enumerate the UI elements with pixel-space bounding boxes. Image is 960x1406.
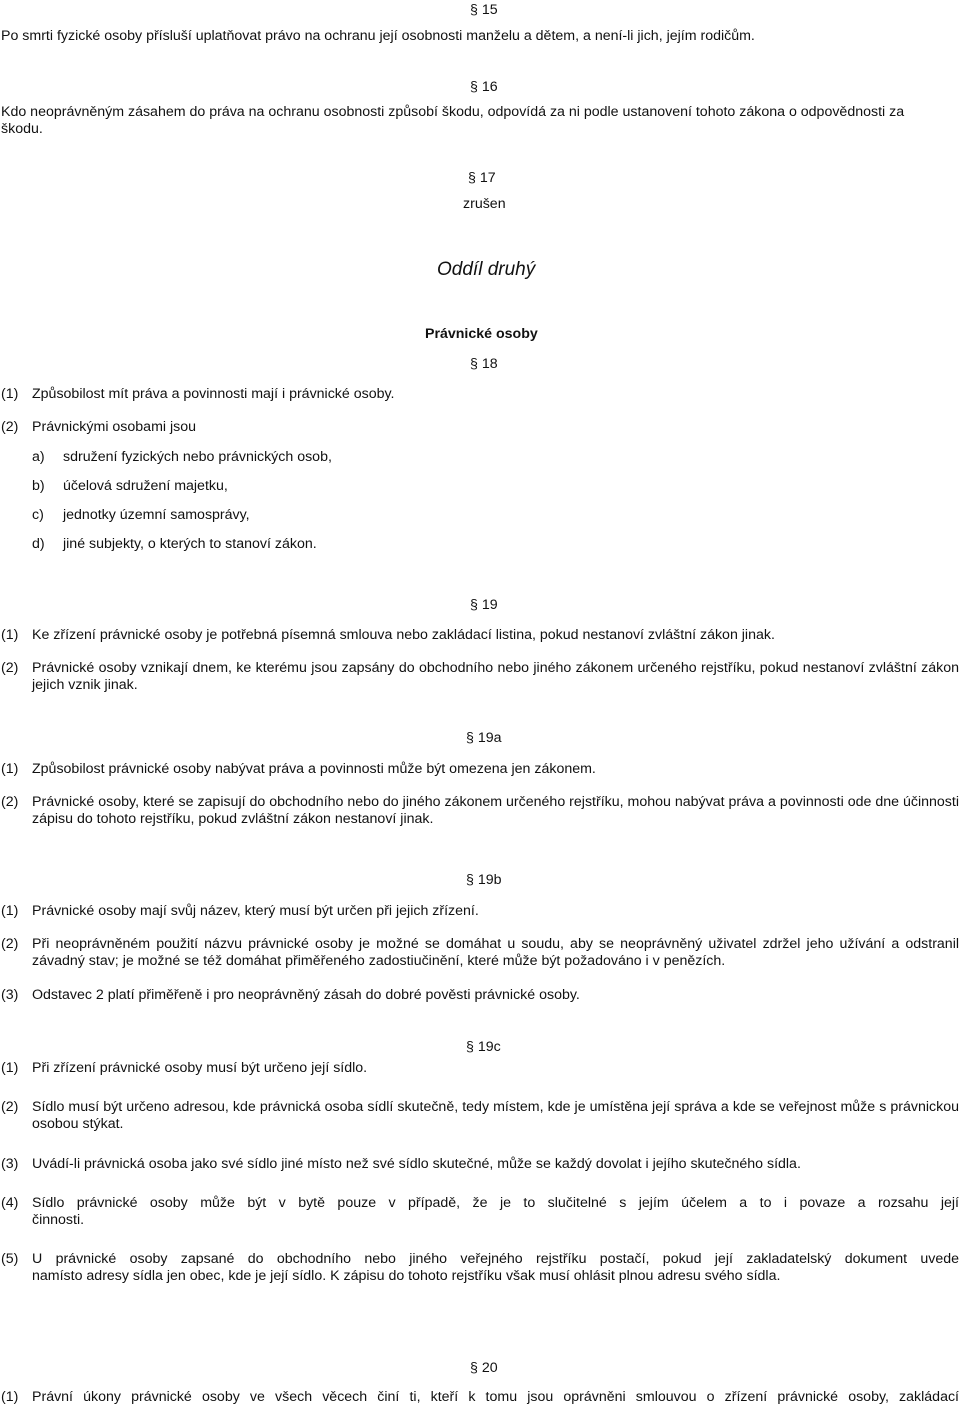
part-title: Oddíl druhý	[437, 259, 536, 280]
s19b-p1-text: Právnické osoby mají svůj název, který musí být určen při jejich zřízení.	[32, 903, 479, 919]
s18-p2-text: Právnickými osobami jsou	[32, 419, 197, 435]
s19b-p2-num: (2)	[1, 936, 19, 952]
s18-item-b-text: účelová sdružení majetku,	[63, 478, 228, 494]
section-19c-heading: § 19c	[466, 1039, 501, 1055]
s19c-p5-line1: U právnické osoby zapsané do obchodního nebo jiného veřejného rejstříku postačí, pokud její zakladatelský dokument uvede	[32, 1251, 959, 1267]
s19a-p1-num: (1)	[1, 761, 19, 777]
s19c-p2-num: (2)	[1, 1099, 19, 1115]
section-17-status: zrušen	[463, 196, 506, 212]
section-17-heading: § 17	[468, 170, 496, 186]
section-20-heading: § 20	[470, 1360, 498, 1376]
s19c-p4-line2: činnosti.	[32, 1212, 85, 1228]
s18-item-b-letter: b)	[32, 478, 45, 494]
s18-item-d-letter: d)	[32, 536, 45, 552]
section-15-text: Po smrti fyzické osoby přísluší uplatňovat právo na ochranu její osobnosti manželu a dětem, a není-li jich, jejím rodičům.	[1, 28, 755, 44]
section-18-heading: § 18	[470, 356, 498, 372]
s18-p2-num: (2)	[1, 419, 19, 435]
s19-p2-text: Právnické osoby vznikají dnem, ke kterému jsou zapsány do obchodního nebo jiného zákonem určeného rejstříku, pokud nestanoví zvláštní zákon jejich vznik jinak.	[32, 660, 959, 693]
s19c-p3-num: (3)	[1, 1156, 19, 1172]
s18-p1-num: (1)	[1, 386, 19, 402]
s19c-p1-text: Při zřízení právnické osoby musí být určeno její sídlo.	[32, 1060, 368, 1076]
s18-item-d-text: jiné subjekty, o kterých to stanoví zákon.	[63, 536, 317, 552]
s19c-p5-line2: namísto adresy sídla jen obec, kde je její sídlo. K zápisu do tohoto rejstříku však musí ohlásit plnou adresu svého sídla.	[32, 1268, 781, 1284]
s19c-p1-num: (1)	[1, 1060, 19, 1076]
s20-p1-num: (1)	[1, 1389, 19, 1405]
part-subtitle: Právnické osoby	[425, 326, 538, 342]
s19c-p4-num: (4)	[1, 1195, 19, 1211]
s19a-p2-num: (2)	[1, 794, 19, 810]
s18-p1-text: Způsobilost mít práva a povinnosti mají i právnické osoby.	[32, 386, 395, 402]
s19c-p3-text: Uvádí-li právnická osoba jako své sídlo jiné místo než své sídlo skutečné, může se každý dovolat i jejího skutečného sídla.	[32, 1156, 801, 1172]
s19a-p1-text: Způsobilost právnické osoby nabývat práva a povinnosti může být omezena jen zákonem.	[32, 761, 596, 777]
s19c-p2-text: Sídlo musí být určeno adresou, kde právnická osoba sídlí skutečně, tedy místem, kde je umístěna její správa a kde se veřejnost může s právnickou osobou stýkat.	[32, 1099, 959, 1132]
s19b-p2-text: Při neoprávněném použití názvu právnické osoby je možné se domáhat u soudu, aby se neoprávněný uživatel zdržel jeho užívání a odstranil závadný stav; je možné se též domáhat přiměřeného zadostiučinění, které může být požadováno i v penězích.	[32, 936, 959, 969]
s19a-p2-text: Právnické osoby, které se zapisují do obchodního nebo do jiného zákonem určeného rejstříku, mohou nabývat práva a povinnosti ode dne účinnosti zápisu do tohoto rejstříku, pokud zvláštní zákon nestanoví jinak.	[32, 794, 959, 827]
section-15-heading: § 15	[470, 2, 498, 18]
s19-p2-num: (2)	[1, 660, 19, 676]
s19b-p3-text: Odstavec 2 platí přiměřeně i pro neoprávněný zásah do dobré pověsti právnické osoby.	[32, 987, 580, 1003]
section-19b-heading: § 19b	[466, 872, 502, 888]
s19c-p4-line1: Sídlo právnické osoby může být v bytě pouze v případě, že je to slučitelné s jejím účelem a to i povaze a rozsahu její	[32, 1195, 959, 1211]
s19b-p1-num: (1)	[1, 903, 19, 919]
s18-item-c-text: jednotky územní samosprávy,	[63, 507, 250, 523]
s19-p1-num: (1)	[1, 627, 19, 643]
s18-item-a-text: sdružení fyzických nebo právnických osob,	[63, 449, 332, 465]
s20-p1-text: Právní úkony právnické osoby ve všech věcech činí ti, kteří k tomu jsou oprávněni smlouvou o zřízení právnické osoby, zakládací	[32, 1389, 959, 1405]
section-19-heading: § 19	[470, 597, 498, 613]
s18-item-c-letter: c)	[32, 507, 44, 523]
section-16-heading: § 16	[470, 79, 498, 95]
s19b-p3-num: (3)	[1, 987, 19, 1003]
s18-item-a-letter: a)	[32, 449, 45, 465]
s19-p1-text: Ke zřízení právnické osoby je potřebná písemná smlouva nebo zakládací listina, pokud nestanoví zvláštní zákon jinak.	[32, 627, 775, 643]
s19c-p5-num: (5)	[1, 1251, 19, 1267]
section-19a-heading: § 19a	[466, 730, 502, 746]
section-16-text: Kdo neoprávněným zásahem do práva na ochranu osobnosti způsobí škodu, odpovídá za ni podle ustanovení tohoto zákona o odpovědnosti za škodu.	[1, 104, 905, 137]
